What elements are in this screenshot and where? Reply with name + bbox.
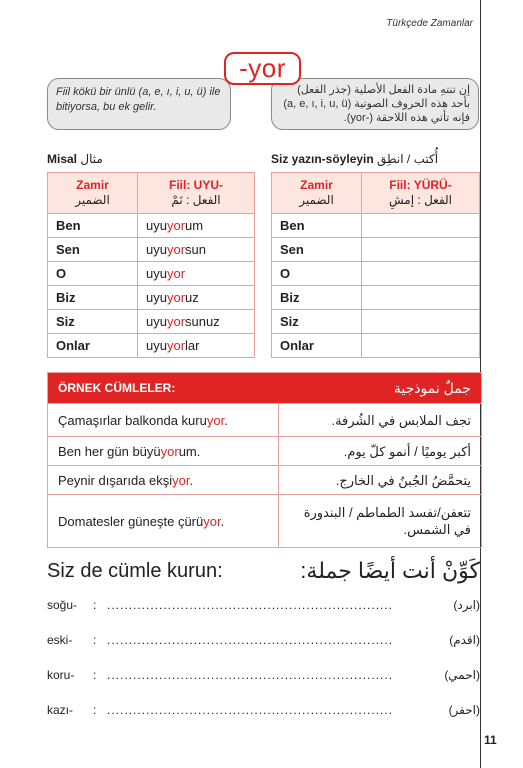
exercise-colon: : [93,598,97,612]
exercise-colon: : [93,668,97,682]
misal-label-ar: مثال [80,152,103,166]
misal-label [47,152,103,166]
example-tr-suffix: yor [203,513,221,529]
verb-form-cell [138,334,255,358]
verb-form-cell [138,310,255,334]
pronoun-cell: Onlar [272,334,362,358]
example-tr-suffix: yor [160,443,179,459]
verb-form-cell [138,238,255,262]
example-ar: تجف الملابس في الشُرفة. [331,412,471,428]
example-header [48,373,481,403]
zamir-header [272,173,362,214]
answer-cell[interactable] [362,238,480,262]
answer-cell[interactable] [362,334,480,358]
table-row [48,262,255,286]
answer-cell[interactable] [362,262,480,286]
pronoun-cell: Siz [272,310,362,334]
exercise-word: eski- [47,633,73,647]
example-ar: أكبر يوميًا / أنمو كلّ يوم. [343,443,471,459]
verb-suffix: yor [166,218,186,233]
pronoun-cell: O [48,262,138,286]
pronoun-cell: Sen [48,238,138,262]
example-title-tr: ÖRNEK CÜMLELER: [58,381,176,395]
table-row [272,214,480,238]
exercise-ar: (اقدم) [449,633,480,647]
example-tr [48,404,279,436]
rule-bubble-ar: إن تنتهِ مادة الفعل الأصلية (جذر الفعل) بأحد هذه الحروف الصوتية (a, e, ı, i, u, ü) فإنه تأتي هذه اللاحقة (-yor). [271,78,479,130]
verb-ending: uz [185,290,199,305]
verb-suffix: yor [166,242,186,257]
pronoun-cell: Biz [48,286,138,310]
example-row [48,494,481,547]
verb-stem: uyu [146,242,167,257]
fiil-header-ar: الفعل : نَمْ [171,193,221,207]
fiil-header-tr: Fiil: UYU- [169,178,223,192]
table-row [48,238,255,262]
verb-form-cell [138,262,255,286]
pronoun-cell: Biz [272,286,362,310]
example-row [48,465,481,494]
verb-stem: uyu [146,266,167,281]
exercise-ar: (ابرد) [453,598,480,612]
example-tr-a: Ben her gün büyü [58,443,161,459]
exercise-ar: (احفر) [448,703,480,717]
verb-ending: sun [185,242,206,257]
fiil-header-tr: Fiil: YÜRÜ- [389,178,452,192]
exercise-line[interactable] [47,668,480,682]
task-title-tr: Siz de cümle kurun: [47,560,223,582]
example-tr-b: . [189,472,194,488]
example-row [48,436,481,465]
pronoun-cell: Ben [272,214,362,238]
practice-label [271,152,438,166]
verb-suffix: yor [166,266,186,281]
zamir-header-tr: Zamir [76,178,109,192]
pronoun-cell: Ben [48,214,138,238]
verb-suffix: yor [166,290,186,305]
example-ar: يتحمَّضُ الجُبنُ في الخارج. [335,472,471,488]
verb-ending: um [185,218,204,233]
exercise-line[interactable] [47,633,480,647]
verb-form-cell [138,214,255,238]
verb-suffix: yor [166,314,186,329]
example-tr-b: . [220,513,225,529]
pronoun-cell: Sen [272,238,362,262]
example-title-ar: جملٌ نموذجية [393,379,471,396]
example-ar: تتعفن/تفسد الطماطم / البندورة في الشمس. [303,505,471,537]
exercise-dots[interactable]: .................................................................. [107,633,394,647]
example-tr-a: Domatesler güneşte çürü [58,513,204,529]
exercise-word: soğu- [47,598,78,612]
misal-label-tr: Misal [47,152,78,166]
answer-cell[interactable] [362,286,480,310]
table-row [272,262,480,286]
exercise-dots[interactable]: .................................................................. [107,703,394,717]
pronoun-cell: Onlar [48,334,138,358]
exercise-word: koru- [47,668,75,682]
conjugation-table-uyu [47,172,255,358]
answer-cell[interactable] [362,310,480,334]
rule-bubble-tr: Fiil kökü bir ünlü (a, e, ı, i, u, ü) ile bitiyorsa, bu ek gelir. [47,78,231,130]
table-row [48,214,255,238]
fiil-header [362,173,480,214]
fiil-header-ar: الفعل : إمشِ [389,193,452,207]
verb-suffix: yor [166,338,186,353]
table-row [48,334,255,358]
zamir-header-ar: الضمير [299,193,334,207]
exercise-colon: : [93,703,97,717]
table-row [272,334,480,358]
example-tr [48,466,279,494]
exercise-dots[interactable]: .................................................................. [107,598,394,612]
pronoun-cell: Siz [48,310,138,334]
example-tr-a: Peynir dışarıda ekşi [58,472,173,488]
verb-stem: uyu [146,338,167,353]
example-tr-suffix: yor [172,472,190,488]
conjugation-table-yuru [271,172,480,358]
zamir-header-tr: Zamir [300,178,333,192]
zamir-header [48,173,138,214]
example-tr [48,437,279,465]
example-tr-a: Çamaşırlar balkonda kuru [58,412,207,428]
verb-ending: lar [185,338,200,353]
exercise-dots[interactable]: .................................................................. [107,668,394,682]
exercise-line[interactable] [47,598,480,612]
exercise-line[interactable] [47,703,480,717]
exercise-word: kazı- [47,703,74,717]
fiil-header [138,173,255,214]
table-row [272,310,480,334]
exercise-colon: : [93,633,97,647]
running-title: Türkçede Zamanlar [386,18,473,29]
example-tr-b: . [224,412,228,428]
example-sentences-box [47,372,482,548]
practice-label-ar: أُكتب / انطِق [377,152,439,166]
practice-label-tr: Siz yazın-söyleyin [271,152,374,166]
pronoun-cell: O [272,262,362,286]
example-tr-b: um. [178,443,201,459]
table-row [272,286,480,310]
example-row [48,403,481,436]
verb-stem: uyu [146,290,167,305]
table-row [48,310,255,334]
suffix-badge: -yor [224,52,301,85]
verb-ending: sunuz [185,314,220,329]
example-tr [48,495,279,547]
task-title-ar: كَوِّنْ أنت أيضًا جملة: [300,558,480,583]
verb-form-cell [138,286,255,310]
zamir-header-ar: الضمير [75,193,110,207]
table-row [272,238,480,262]
verb-stem: uyu [146,314,167,329]
table-row [48,286,255,310]
answer-cell[interactable] [362,214,480,238]
verb-stem: uyu [146,218,167,233]
example-tr-suffix: yor [206,412,225,428]
exercise-ar: (احمي) [444,668,480,682]
page-number: 11 [484,733,497,747]
